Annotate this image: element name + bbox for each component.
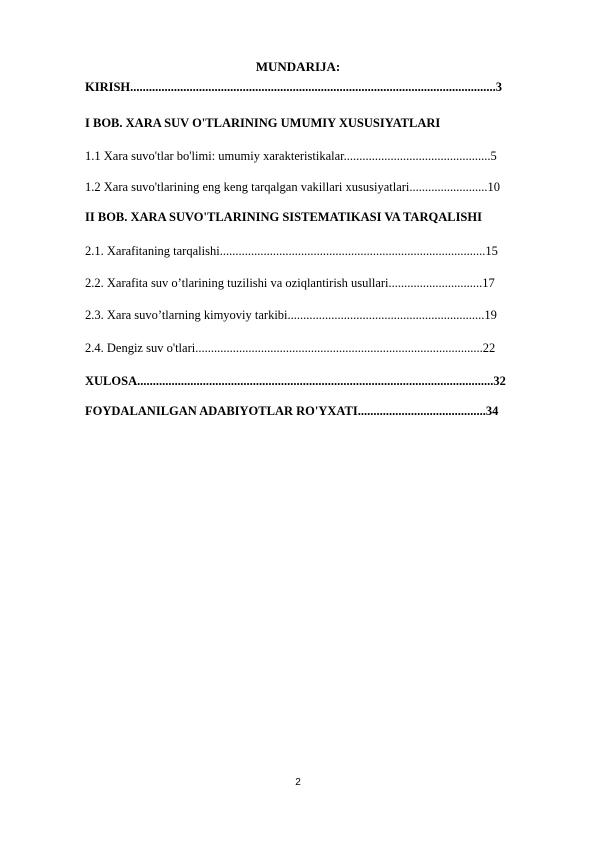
toc-entry-text: 2.2. Xarafita suv o’tlarining tuzilishi va oziqlantirish usullari — [85, 276, 389, 290]
toc-page-number: 19 — [484, 308, 497, 322]
toc-leader-dots: ............................................... — [343, 149, 491, 163]
toc-page-number: 15 — [485, 244, 498, 258]
toc-entry-xulosa[interactable] — [85, 373, 553, 389]
toc-entry-text: KIRISH — [85, 80, 131, 94]
toc-entry-chapter-1[interactable] — [85, 115, 553, 131]
toc-entry-text: 1.1 Xara suvo'tlar bo'limi: umumiy xarakteristikalar — [85, 149, 344, 163]
toc-page-number: 22 — [482, 341, 496, 355]
toc-entry-2-2[interactable] — [85, 275, 553, 291]
toc-leader-dots: ......................................... — [357, 404, 486, 418]
toc-leader-dots: ..................................................................................... — [219, 244, 486, 258]
toc-entry-text: FOYDALANILGAN ADABIYOTLAR RO'YXATI — [85, 404, 358, 418]
toc-entry-references[interactable] — [85, 403, 553, 419]
toc-entry-1-1[interactable] — [85, 148, 553, 164]
toc-entry-text: I BOB. XARA SUV O'TLARINING UMUMIY XUSUSIYATLARI — [85, 116, 441, 130]
toc-entry-chapter-2[interactable] — [85, 209, 553, 225]
page-title: MUNDARIJA: — [255, 59, 341, 74]
toc-leader-dots: .................................................................................................................. — [137, 374, 494, 388]
toc-leader-dots: ............................................................... — [287, 308, 485, 322]
toc-entry-text: XULOSA — [85, 374, 138, 388]
toc-page-number: 17 — [482, 276, 495, 290]
toc-entry-text: 2.4. Dengiz suv o'tlari — [85, 341, 196, 355]
toc-leader-dots: ..................................................................................................................... — [130, 80, 496, 94]
toc-entry-text: 2.3. Xara suvo’tlarning kimyoviy tarkibi — [85, 308, 288, 322]
toc-entry-2-4[interactable] — [85, 340, 553, 356]
toc-leader-dots: .............................. — [388, 276, 483, 290]
toc-entry-text: II BOB. XARA SUVO'TLARINING SISTEMATIKASI VA TARQALISHI — [85, 210, 482, 224]
toc-leader-dots: ......................... — [409, 180, 488, 194]
toc-page-number: 34 — [485, 404, 499, 418]
toc-page-number: 32 — [493, 374, 506, 388]
toc-entry-kirish[interactable] — [85, 79, 553, 95]
toc-entry-2-3[interactable] — [85, 307, 553, 323]
toc-entry-2-1[interactable] — [85, 243, 553, 259]
toc-entry-text: 1.2 Xara suvo'tlarining eng keng tarqalgan vakillari xususiyatlari — [85, 180, 410, 194]
toc-page-number: 10 — [487, 180, 501, 194]
toc-page-number: 3 — [495, 80, 503, 94]
page-number: 2 — [295, 777, 301, 788]
toc-entry-text: 2.1. Xarafitaning tarqalishi — [85, 244, 220, 258]
toc-page-number: 5 — [490, 149, 497, 163]
toc-entry-1-2[interactable] — [85, 179, 553, 195]
toc-leader-dots: ............................................................................................ — [195, 341, 483, 355]
